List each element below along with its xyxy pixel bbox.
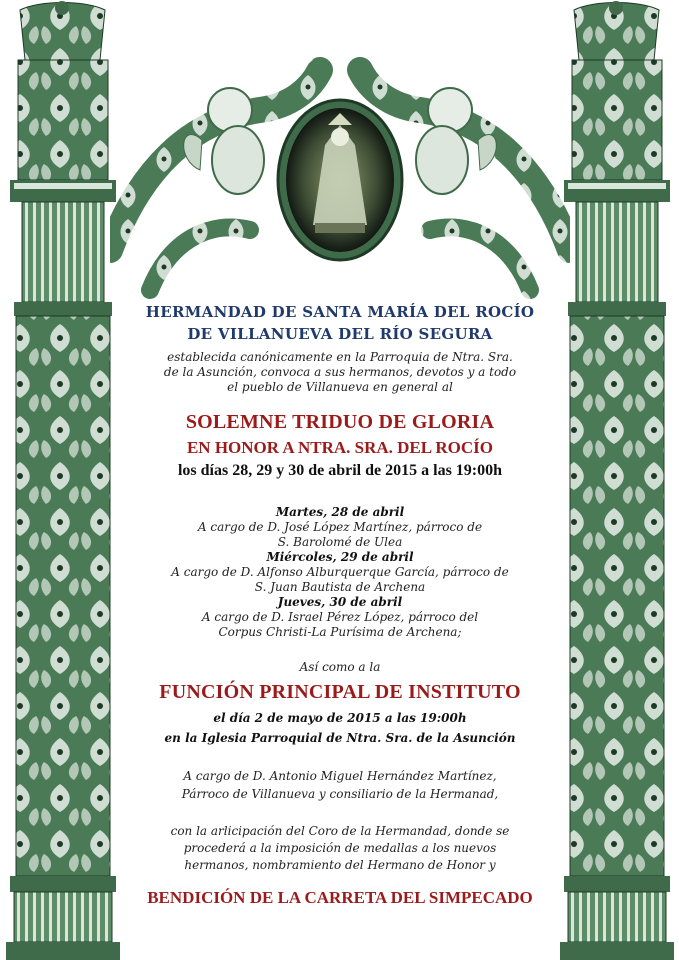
cherub-left <box>184 88 264 194</box>
funcion-title: FUNCIÓN PRINCIPAL DE INSTITUTO <box>159 681 521 703</box>
choir-line: con la arlicipación del Coro de la Hermandad, donde se <box>170 824 510 838</box>
day-line: S. Juan Bautista de Archena <box>254 580 426 594</box>
closing-block <box>140 888 540 908</box>
funcion-block <box>140 660 540 746</box>
triduo-block <box>140 411 540 480</box>
day-line: S. Barolomé de Ulea <box>277 535 403 549</box>
closing-title: BENDICIÓN DE LA CARRETA DEL SIMPECADO <box>147 888 533 907</box>
celebrant-line: Párroco de Villanueva y consiliario de la Hermanad, <box>181 787 499 801</box>
triduo-days <box>140 505 540 640</box>
triduo-title: SOLEMNE TRIDUO DE GLORIA <box>185 411 495 433</box>
intro-line: el pueblo de Villanueva en general al <box>227 380 453 394</box>
day-line: A cargo de D. Alfonso Alburquerque García, párroco de <box>171 565 509 579</box>
header-line-1: HERMANDAD DE SANTA MARÍA DEL ROCÍO <box>145 303 535 321</box>
triduo-subtitle: EN HONOR A NTRA. SRA. DEL ROCÍO <box>186 438 494 457</box>
intro-text <box>140 350 540 395</box>
day-heading: Jueves, 30 de abril <box>277 595 403 609</box>
choir-block <box>140 823 540 874</box>
day-line: A cargo de D. Israel Pérez López, párroco del <box>201 610 479 624</box>
choir-line: procederá a la imposición de medallas a los nuevos <box>183 841 497 855</box>
day-line: A cargo de D. José López Martínez, párroco de <box>197 520 483 534</box>
celebrant-line: A cargo de D. Antonio Miguel Hernández Martínez, <box>183 769 497 783</box>
day-heading: Miércoles, 29 de abril <box>266 550 414 564</box>
funcion-date: el día 2 de mayo de 2015 a las 19:00h <box>213 711 467 725</box>
day-heading: Martes, 28 de abril <box>275 505 405 519</box>
left-ornamental-column <box>0 0 125 960</box>
funcion-place: en la Iglesia Parroquial de Ntra. Sra. de la Asunción <box>164 731 516 745</box>
intro-line: establecida canónicamente en la Parroquia de Ntra. Sra. <box>167 350 513 364</box>
virgin-medallion <box>275 95 405 265</box>
triduo-dates: los días 28, 29 y 30 de abril de 2015 a las 19:00h <box>177 462 503 479</box>
day-line: Corpus Christi-La Purísima de Archena; <box>218 625 462 639</box>
celebrant-block <box>140 767 540 803</box>
brotherhood-header <box>140 303 540 343</box>
intro-line: de la Asunción, convoca a sus hermanos, devotos y a todo <box>163 365 517 379</box>
day-miercoles <box>140 550 540 595</box>
cherub-right <box>416 88 496 194</box>
funcion-intro: Así como a la <box>299 660 381 674</box>
right-ornamental-column <box>554 0 679 960</box>
day-martes <box>140 505 540 550</box>
day-jueves <box>140 595 540 640</box>
header-line-2: DE VILLANUEVA DEL RÍO SEGURA <box>187 325 493 343</box>
choir-line: hermanos, nombramiento del Hermano de Honor y <box>184 858 496 872</box>
